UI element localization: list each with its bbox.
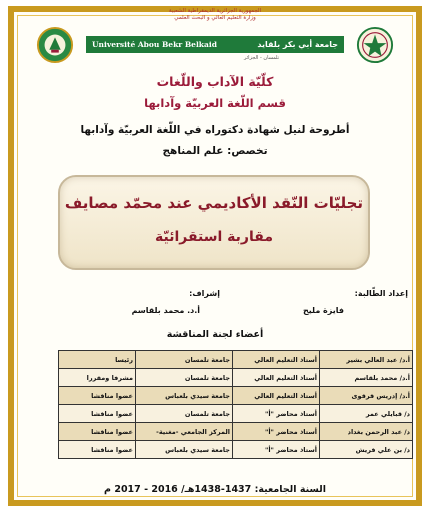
member-rank: أستاذ التعليم العالي bbox=[233, 369, 320, 387]
member-name: د/ عبد الرحمن بغداد bbox=[320, 423, 413, 441]
member-institution: المركز الجامعي -مغنية- bbox=[136, 423, 233, 441]
member-institution: جامعة تلمسان bbox=[136, 351, 233, 369]
member-institution: جامعة سيدي بلعباس bbox=[136, 441, 233, 459]
supervisor-name: أ.د. محمد بلقاسم bbox=[131, 306, 200, 315]
ministry-line-1: الجمهورية الجزائرية الديمقراطية الشعبية bbox=[168, 8, 262, 14]
member-rank: أستاذ التعليم العالي bbox=[233, 387, 320, 405]
university-banner bbox=[86, 36, 344, 53]
member-rank: أستاذ محاضر "أ" bbox=[233, 405, 320, 423]
member-role: عضوا مناقشا bbox=[59, 387, 136, 405]
member-rank: أستاذ محاضر "أ" bbox=[233, 441, 320, 459]
table-row bbox=[59, 423, 413, 441]
table-row bbox=[59, 441, 413, 459]
student-name: فايزة مليح bbox=[303, 306, 344, 315]
university-name-fr: Université Abou Bekr Belkaid bbox=[92, 40, 217, 49]
member-role: مشرفا ومقررا bbox=[59, 369, 136, 387]
thesis-degree-line: أطروحة لنيل شهادة دكتوراه في اللّغة العربيّة وآدابها bbox=[80, 124, 350, 136]
specialty-line: تخصص: علم المناهج bbox=[162, 145, 268, 157]
thesis-title: تجليّات النّقد الأكاديمي عند محمّد مصايف bbox=[64, 194, 364, 212]
member-name: أ.د/ عبد العالي بشير bbox=[320, 351, 413, 369]
member-institution: جامعة تلمسان bbox=[136, 369, 233, 387]
thesis-title-box bbox=[58, 175, 370, 270]
member-name: أ.د/ محمد بلقاسم bbox=[320, 369, 413, 387]
table-row bbox=[59, 387, 413, 405]
thesis-subtitle: مقاربة استقرائيّة bbox=[154, 229, 273, 245]
university-seal-icon bbox=[356, 26, 394, 64]
committee-table bbox=[58, 350, 413, 459]
member-institution: جامعة سيدي بلعباس bbox=[136, 387, 233, 405]
academic-year: السنة الجامعية: 1437-1438هـ/ 2016 - 2017 م bbox=[104, 484, 326, 495]
university-city: تلمسان - الجزائر bbox=[244, 55, 280, 61]
member-name: د/ بن علي قريش bbox=[320, 441, 413, 459]
member-rank: أستاذ محاضر "أ" bbox=[233, 423, 320, 441]
university-emblem-icon bbox=[36, 26, 74, 64]
committee-title: أعضاء لجنة المناقشة bbox=[166, 329, 264, 340]
member-name: د/ قبايلي عمر bbox=[320, 405, 413, 423]
member-role: رئيسا bbox=[59, 351, 136, 369]
table-row bbox=[59, 351, 413, 369]
prepared-by-label: إعداد الطّالبة: bbox=[354, 289, 408, 298]
ministry-line-2: وزارة التعليم العالي و البحث العلمي bbox=[174, 15, 256, 21]
member-role: عضوا مناقشا bbox=[59, 423, 136, 441]
member-role: عضوا مناقشا bbox=[59, 441, 136, 459]
faculty-name: كلّيّة الآداب واللّغات bbox=[156, 74, 274, 89]
member-institution: جامعة تلمسان bbox=[136, 405, 233, 423]
table-row bbox=[59, 405, 413, 423]
university-name-ar: جامعة أبي بكر بلقايد bbox=[257, 40, 338, 49]
member-rank: أستاذ التعليم العالي bbox=[233, 351, 320, 369]
table-row bbox=[59, 369, 413, 387]
ministry-header bbox=[0, 8, 430, 22]
member-role: عضوا مناقشا bbox=[59, 405, 136, 423]
department-name: قسم اللّغة العربيّة وآدابها bbox=[144, 96, 286, 110]
member-name: أ.د/ إدريس قرقوى bbox=[320, 387, 413, 405]
supervisor-label: إشراف: bbox=[189, 289, 220, 298]
